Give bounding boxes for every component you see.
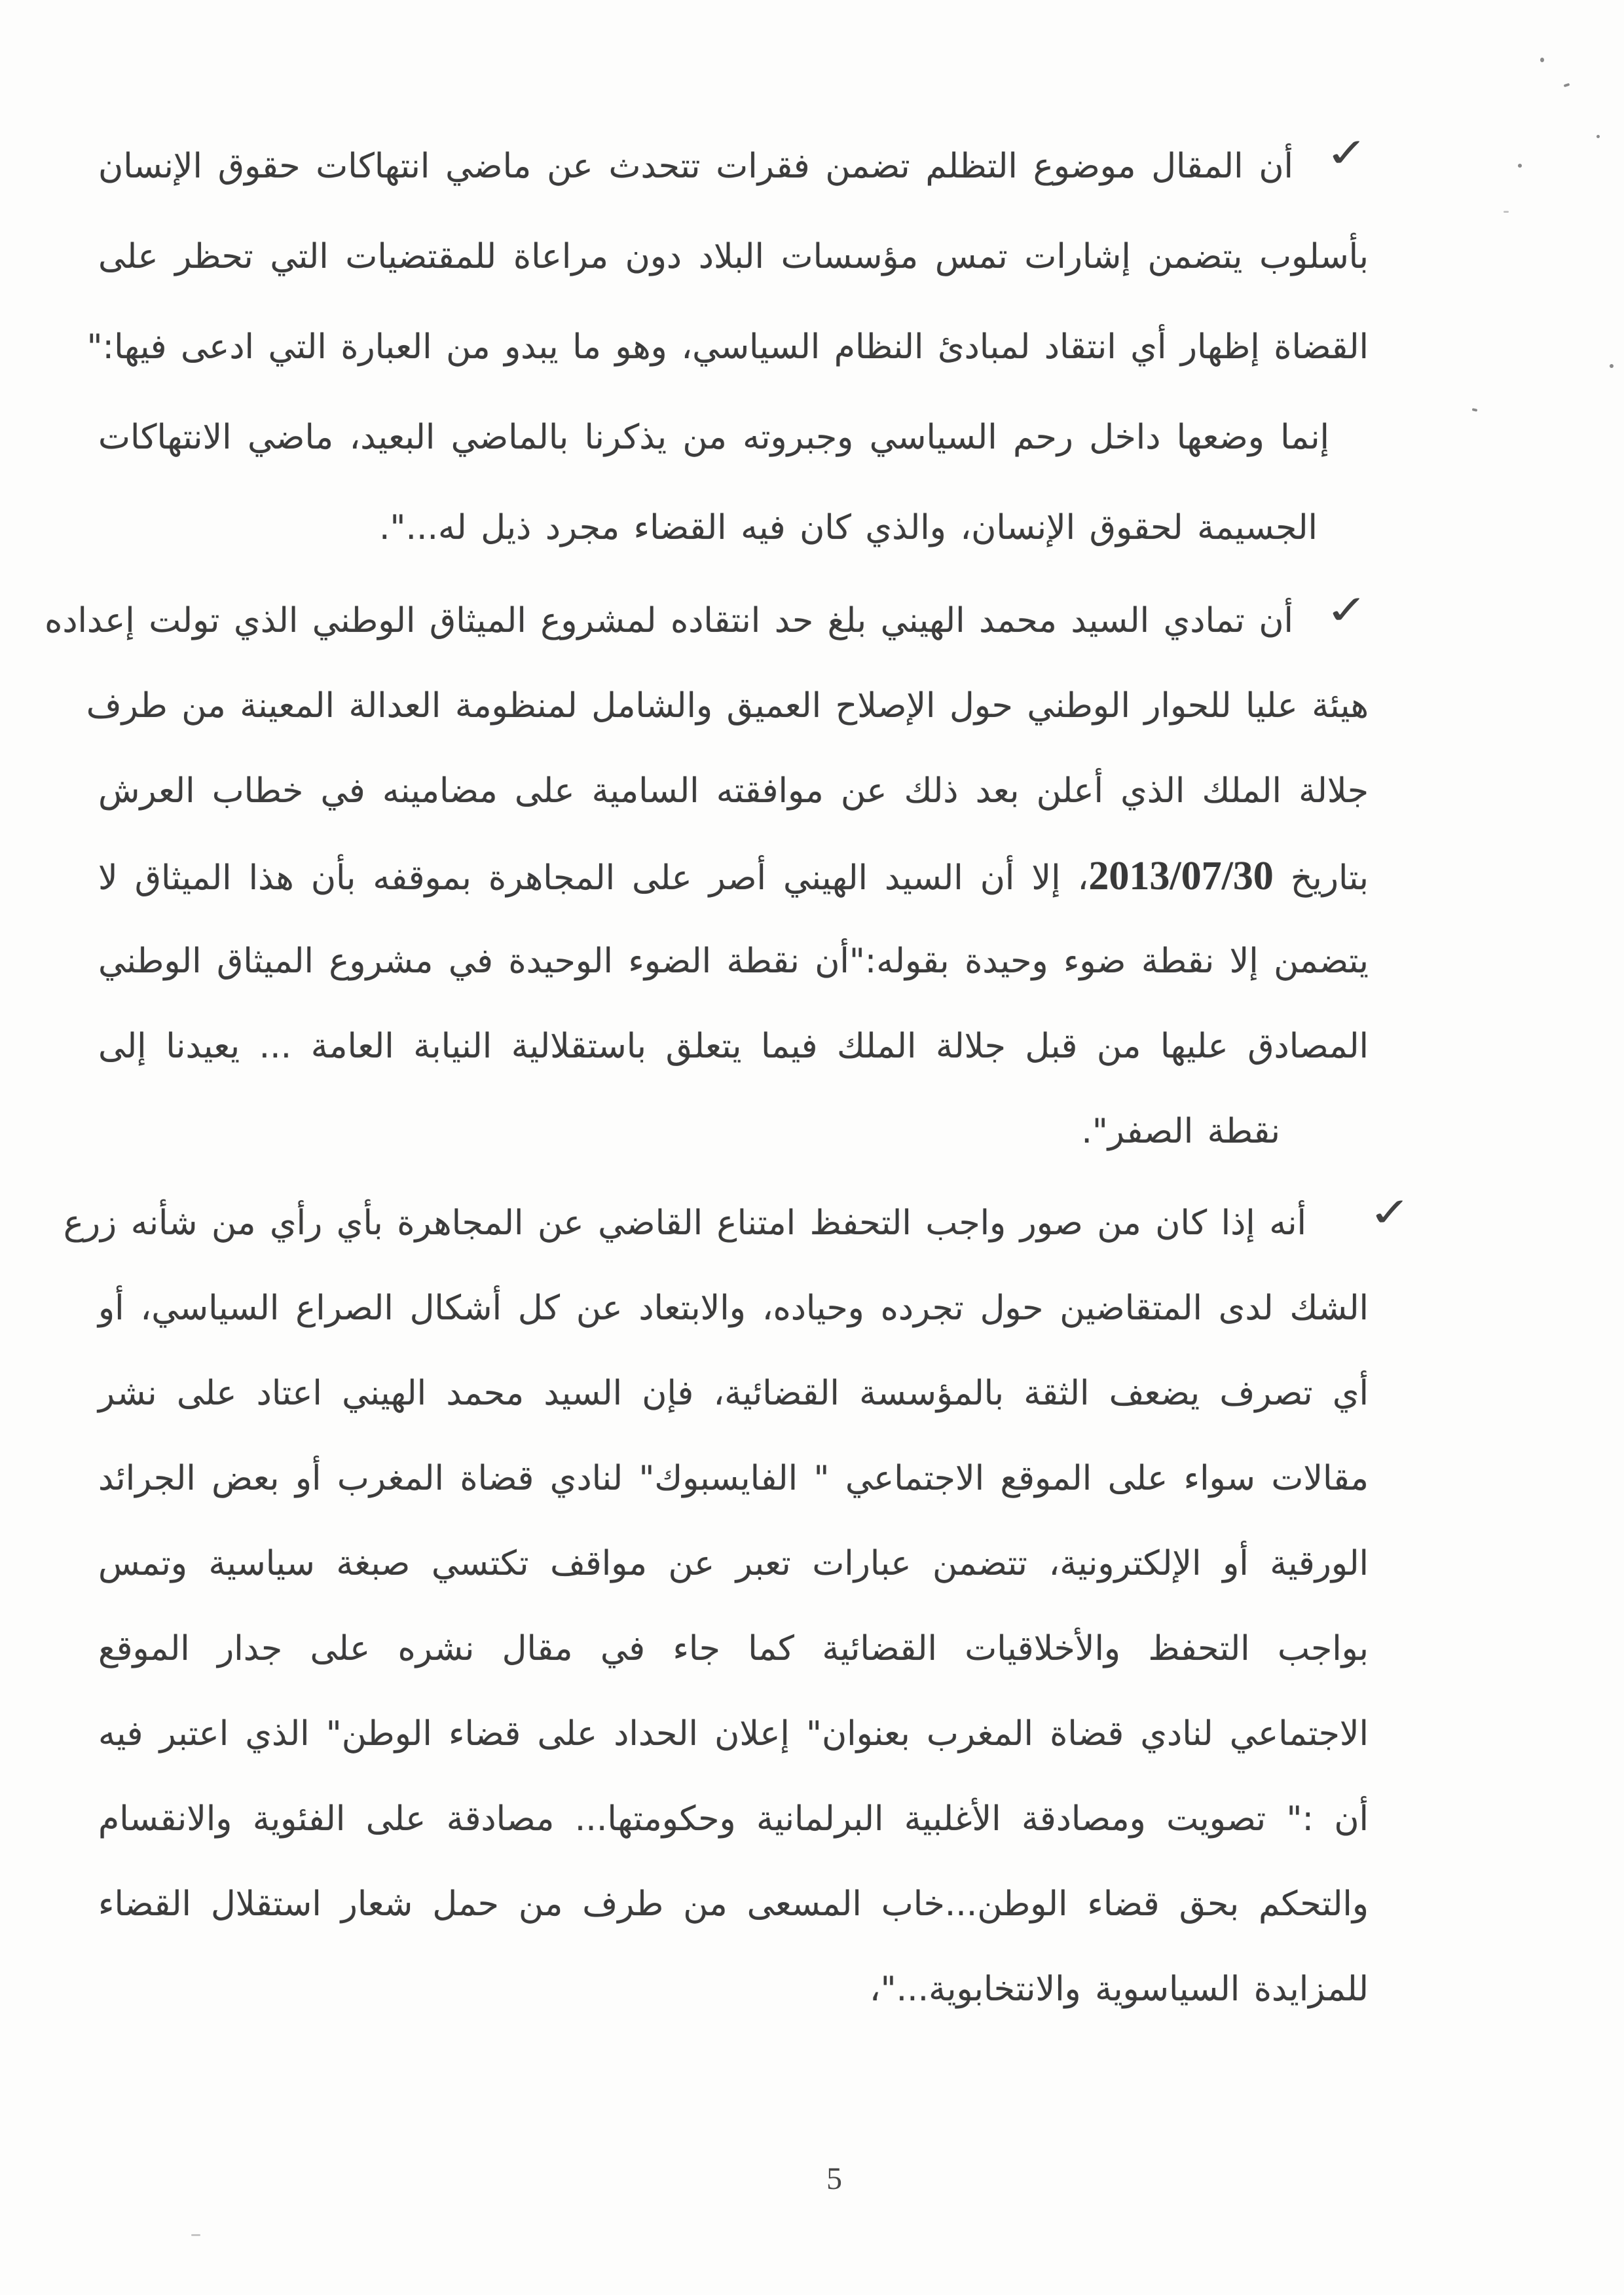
text-line: جلالة الملك الذي أعلن بعد ذلك عن موافقته السامية على مضامينه في خطاب العرش <box>98 771 1369 811</box>
text-line: الاجتماعي لنادي قضاة المغرب بعنوان" إعلان الحداد على قضاء الوطن" الذي اعتبر فيه <box>98 1714 1369 1753</box>
text-line: أي تصرف يضعف الثقة بالمؤسسة القضائية، فإن السيد محمد الهيني اعتاد على نشر <box>98 1374 1369 1413</box>
text-line: مقالات سواء على الموقع الاجتماعي " الفايسبوك" لنادي قضاة المغرب أو بعض الجرائد <box>98 1459 1369 1498</box>
text-line: هيئة عليا للحوار الوطني حول الإصلاح العميق والشامل لمنظومة العدالة المعينة من طرف <box>86 686 1369 725</box>
text-line-with-date <box>98 834 1369 919</box>
scan-speck <box>1610 364 1614 368</box>
text-line: والتحكم بحق قضاء الوطن...خاب المسعى من طرف من حمل شعار استقلال القضاء <box>98 1884 1369 1924</box>
text-line: للمزايدة السياسوية والانتخابوية..."، <box>869 1970 1369 2009</box>
scan-speck <box>191 2234 200 2236</box>
date-line-prefix: بتاريخ <box>1273 858 1369 898</box>
bullet-paragraph-3 <box>63 1181 1414 2032</box>
scan-speck <box>1472 408 1478 412</box>
text-line: القضاة إظهار أي انتقاد لمبادئ النظام السياسي، وهو ما يبدو من العبارة التي ادعى فيها:" <box>86 327 1369 367</box>
page-number: 5 <box>826 2161 842 2196</box>
checkmark-icon: ✓ <box>1323 129 1371 177</box>
text-line: يتضمن إلا نقطة ضوء وحيدة بقوله:"أن نقطة الضوء الوحيدة في مشروع الميثاق الوطني <box>98 942 1369 981</box>
text-line: إنما وضعها داخل رحم السياسي وجبروته من يذكرنا بالماضي البعيد، ماضي الانتهاكات <box>98 418 1329 457</box>
scan-speck <box>1504 211 1509 213</box>
scan-speck <box>1564 83 1570 88</box>
text-line: نقطة الصفر". <box>1081 1112 1280 1151</box>
scan-speck <box>1596 135 1600 138</box>
text-line: الشك لدى المتقاضين حول تجرده وحياده، والابتعاد عن كل أشكال الصراع السياسي، أو <box>98 1289 1369 1328</box>
checkmark-icon: ✓ <box>1366 1188 1414 1237</box>
scan-speck <box>1540 58 1544 62</box>
text-line: الورقية أو الإلكترونية، تتضمن عبارات تعبر عن مواقف تكتسي صبغة سياسية وتمس <box>98 1544 1369 1583</box>
text-line: بأسلوب يتضمن إشارات تمس مؤسسات البلاد دون مراعاة للمقتضيات التي تحظر على <box>98 237 1369 276</box>
text-line: بواجب التحفظ والأخلاقيات القضائية كما جاء في مقال نشره على جدار الموقع <box>98 1629 1369 1668</box>
document-body <box>45 121 1414 2032</box>
text-line: أن :" تصويت ومصادقة الأغلبية البرلمانية وحكومتها... مصادقة على الفئوية والانقسام <box>98 1799 1369 1839</box>
date-value: 2013/07/30 <box>1088 854 1274 898</box>
text-line: الجسيمة لحقوق الإنسان، والذي كان فيه القضاء مجرد ذيل له...". <box>379 508 1318 547</box>
text-line: المصادق عليها من قبل جلالة الملك فيما يتعلق باستقلالية النيابة العامة ... يعيدنا إلى <box>98 1027 1369 1066</box>
text-line: أن تمادي السيد محمد الهيني بلغ حد انتقاده لمشروع الميثاق الوطني الذي تولت إعداده <box>45 601 1293 640</box>
checkmark-icon: ✓ <box>1323 586 1371 634</box>
scan-speck <box>1518 164 1522 168</box>
bullet-paragraph-2 <box>45 578 1371 1174</box>
date-line-suffix: ، إلا أن السيد الهيني أصر على المجاهرة بموقفه بأن هذا الميثاق لا <box>98 858 1089 898</box>
text-line: أن المقال موضوع التظلم تضمن فقرات تتحدث عن ماضي انتهاكات حقوق الإنسان <box>98 147 1293 186</box>
bullet-paragraph-1 <box>86 121 1371 573</box>
text-line: أنه إذا كان من صور واجب التحفظ امتناع القاضي عن المجاهرة بأي رأي من شأنه زرع <box>63 1203 1306 1243</box>
